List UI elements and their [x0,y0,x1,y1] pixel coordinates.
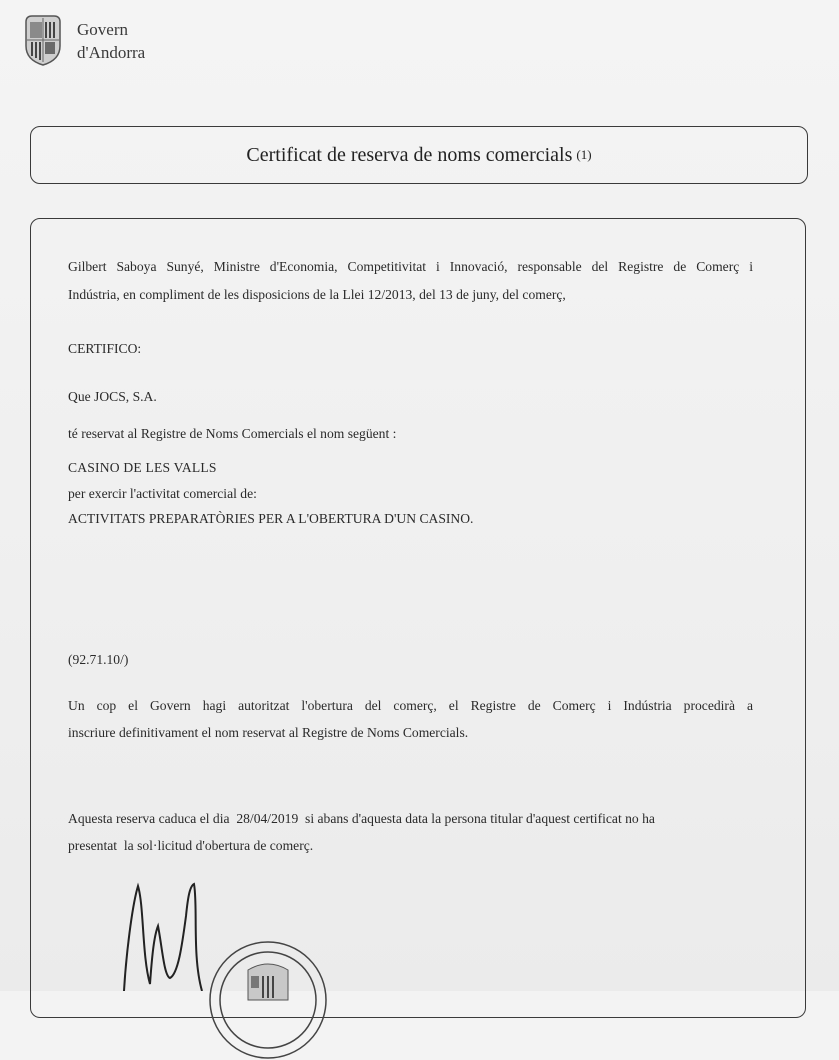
reserved-intro: té reservat al Registre de Noms Comercials el nom següent : [68,426,397,441]
title-box [30,126,808,184]
expiry-line-1: Aquesta reserva caduca el dia 28/04/2019 si abans d'aquesta data la persona titular d'aquest certificat no ha [68,811,655,826]
activity-description: ACTIVITATS PREPARATÒRIES PER A L'OBERTURA D'UN CASINO. [68,511,474,526]
expiry-line-2: presentat la sol·licitud d'obertura de comerç. [68,838,314,853]
andorra-coat-of-arms-icon [18,12,68,68]
intro-line-1: Gilbert Saboya Sunyé, Ministre d'Economia, Competitivitat i Innovació, responsable del Registre de Comerç i [68,259,753,274]
document-title: Certificat de reserva de noms comercials [246,143,573,166]
organization-name [77,18,145,64]
activity-intro: per exercir l'activitat comercial de: [68,486,257,501]
certifico-heading: CERTIFICO: [68,341,142,356]
activity-code: (92.71.10/) [68,652,129,667]
company-name: Que JOCS, S.A. [68,389,157,404]
authorization-line-1: Un cop el Govern hagi autoritzat l'obertura del comerç, el Registre de Comerç i Indústria procedirà a [68,698,753,713]
trade-name: CASINO DE LES VALLS [68,460,217,475]
organization-name-line2: d'Andorra [77,43,146,62]
title-footnote-marker: (1) [576,147,592,162]
intro-line-2: Indústria, en compliment de les disposicions de la Llei 12/2013, del 13 de juny, del comerç, [68,287,566,302]
official-seal [208,940,328,1060]
authorization-line-2: inscriure definitivament el nom reservat al Registre de Noms Comercials. [68,725,469,740]
minister-signature [118,876,218,991]
organization-name-line1: Govern [77,20,128,39]
